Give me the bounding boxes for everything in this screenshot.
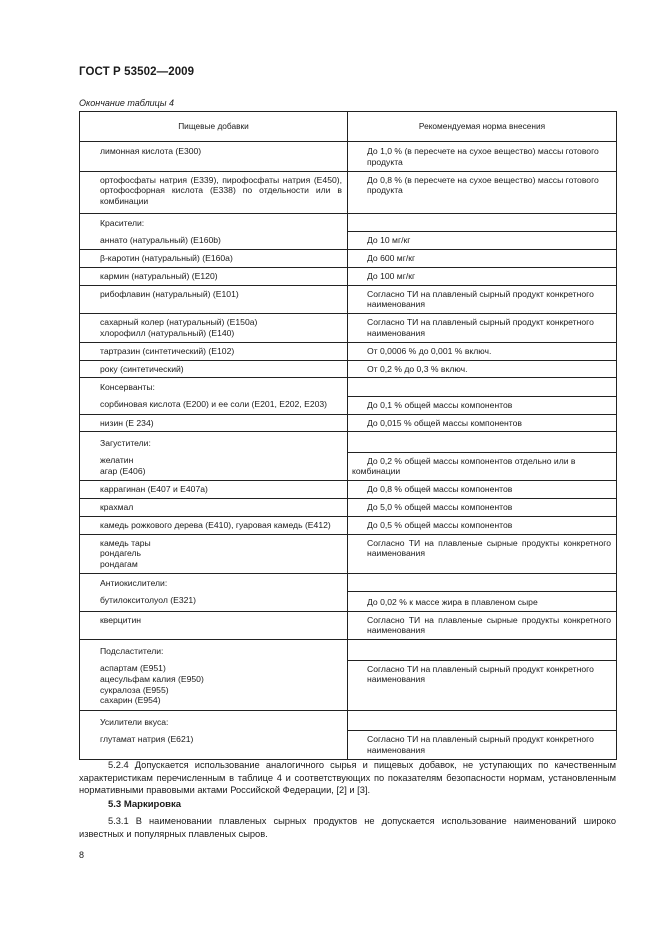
table-row — [80, 731, 617, 760]
additive-name: ортофосфаты натрия (Е339), пирофосфаты натрия (Е450), ортофосфорная кислота (Е338) по отдельности или в комбинации — [100, 174, 342, 207]
table-header-row — [80, 112, 617, 142]
group-title-flavor: Усилители вкуса: — [80, 711, 348, 731]
table-caption: Окончание таблицы 4 — [79, 98, 174, 108]
group-title-dyes: Красители: — [80, 213, 348, 231]
additive-name: року (синтетический) — [80, 360, 348, 378]
additive-name: ацесульфам калия (Е950) — [100, 673, 204, 684]
table-row — [80, 499, 617, 517]
table-row — [80, 414, 617, 432]
paragraph-5-3-1: 5.3.1 В наименовании плавленых сырных продуктов не допускается использование наименований широко известных и популярных плавленых сыров. — [79, 816, 616, 839]
table-row — [80, 250, 617, 268]
norm-value: Согласно ТИ на плавленые сырные продукты конкретного наименования — [348, 534, 617, 573]
section-title: 5.3 Маркировка — [108, 799, 182, 810]
norm-value: До 0,8 % (в пересчете на сухое вещество) массы готового продукта — [348, 171, 617, 213]
additive-name: рондагам — [100, 559, 138, 570]
additive-name: камедь тары — [100, 537, 151, 548]
norm-value: До 0,02 % к массе жира в плавленом сыре — [348, 592, 617, 611]
additive-name: камедь рожкового дерева (Е410), гуаровая камедь (Е412) — [80, 516, 348, 534]
table-row — [80, 660, 617, 711]
additive-name: бутилокситолуол (Е321) — [80, 592, 348, 611]
table-row — [80, 592, 617, 611]
group-title-antioxidants: Антиокислители: — [80, 574, 348, 592]
document-header: ГОСТ Р 53502—2009 — [79, 66, 195, 78]
norm-value: До 10 мг/кг — [348, 232, 617, 250]
table-row — [80, 611, 617, 640]
norm-value: Согласно ТИ на плавленые сырные продукты конкретного наименования — [348, 611, 617, 640]
table-row — [80, 534, 617, 573]
col-header-additives: Пищевые добавки — [80, 112, 348, 142]
group-row — [80, 378, 617, 396]
table-row — [80, 285, 617, 314]
norm-value: До 0,015 % общей массы компонентов — [348, 414, 617, 432]
group-title-sweeteners: Подсластители: — [80, 640, 348, 660]
table-row — [80, 360, 617, 378]
group-row — [80, 574, 617, 592]
table-row — [80, 452, 617, 481]
additive-name: кверцитин — [80, 611, 348, 640]
additive-name: лимонная кислота (Е300) — [100, 146, 202, 156]
table-row — [80, 516, 617, 534]
col-header-norm: Рекомендуемая норма внесения — [348, 112, 617, 142]
table-row — [80, 267, 617, 285]
norm-value: Согласно ТИ на плавленый сырный продукт конкретного наименования — [348, 285, 617, 314]
additive-name: хлорофилл (натуральный) (Е140) — [100, 328, 235, 339]
paragraph-5-2-4: 5.2.4 Допускается использование аналогичного сырья и пищевых добавок, не уступающих по качественным характеристикам перечисленным в таблице 4 и соответствующих по показателям безопасности нормам, установленным нормативными правовыми актами Российской Федерации, [2] и [3]. — [79, 760, 616, 796]
norm-value: До 0,5 % общей массы компонентов — [348, 516, 617, 534]
norm-value: До 600 мг/кг — [348, 250, 617, 268]
norm-value: До 0,1 % общей массы компонентов — [348, 396, 617, 414]
additive-name: рибофлавин (натуральный) (Е101) — [80, 285, 348, 314]
table-row — [80, 396, 617, 414]
norm-value: От 0,0006 % до 0,001 % включ. — [348, 342, 617, 360]
table-row — [80, 142, 617, 172]
group-row — [80, 640, 617, 660]
group-row — [80, 213, 617, 231]
norm-value: Согласно ТИ на плавленый сырный продукт конкретного наименования — [348, 731, 617, 760]
additive-name: желатин — [100, 455, 134, 466]
additive-name: крахмал — [80, 499, 348, 517]
norm-value: До 5,0 % общей массы компонентов — [348, 499, 617, 517]
norm-value: Согласно ТИ на плавленый сырный продукт конкретного наименования — [348, 660, 617, 711]
norm-value: До 100 мг/кг — [348, 267, 617, 285]
table-row — [80, 481, 617, 499]
norm-value: До 0,8 % общей массы компонентов — [348, 481, 617, 499]
norm-value: Согласно ТИ на плавленый сырный продукт конкретного наименования — [348, 314, 617, 343]
additive-name: тартразин (синтетический) (Е102) — [80, 342, 348, 360]
table-row — [80, 232, 617, 250]
additive-name: низин (Е 234) — [80, 414, 348, 432]
group-title-preservatives: Консерванты: — [80, 378, 348, 396]
table-row — [80, 314, 617, 343]
additive-name: рондагель — [100, 548, 142, 559]
norm-value: До 1,0 % (в пересчете на сухое вещество) массы готового продукта — [348, 142, 617, 172]
norm-value: До 0,2 % общей массы компонентов отдельно или в комбинации — [348, 452, 617, 481]
additive-name: каррагинан (Е407 и Е407а) — [80, 481, 348, 499]
additive-name: аннато (натуральный) (Е160b) — [80, 232, 348, 250]
additive-name: агар (Е406) — [100, 465, 146, 476]
page-number: 8 — [79, 850, 85, 860]
additive-name: β-каротин (натуральный) (Е160а) — [80, 250, 348, 268]
group-row — [80, 711, 617, 731]
additive-name: сахарин (Е954) — [100, 695, 161, 706]
additive-name: кармин (натуральный) (Е120) — [80, 267, 348, 285]
table-row — [80, 342, 617, 360]
table-row — [80, 171, 617, 213]
additive-name: аспартам (Е951) — [100, 663, 166, 673]
additive-name: глутамат натрия (Е621) — [80, 731, 348, 760]
additives-table — [79, 111, 617, 760]
additive-name: сахарный колер (натуральный) (Е150а) — [100, 317, 258, 328]
additive-name: сукралоза (Е955) — [100, 684, 169, 695]
group-title-thickeners: Загустители: — [80, 432, 348, 452]
additive-name: сорбиновая кислота (Е200) и ее соли (Е201, Е202, Е203) — [80, 396, 348, 414]
group-row — [80, 432, 617, 452]
norm-value: От 0,2 % до 0,3 % включ. — [348, 360, 617, 378]
